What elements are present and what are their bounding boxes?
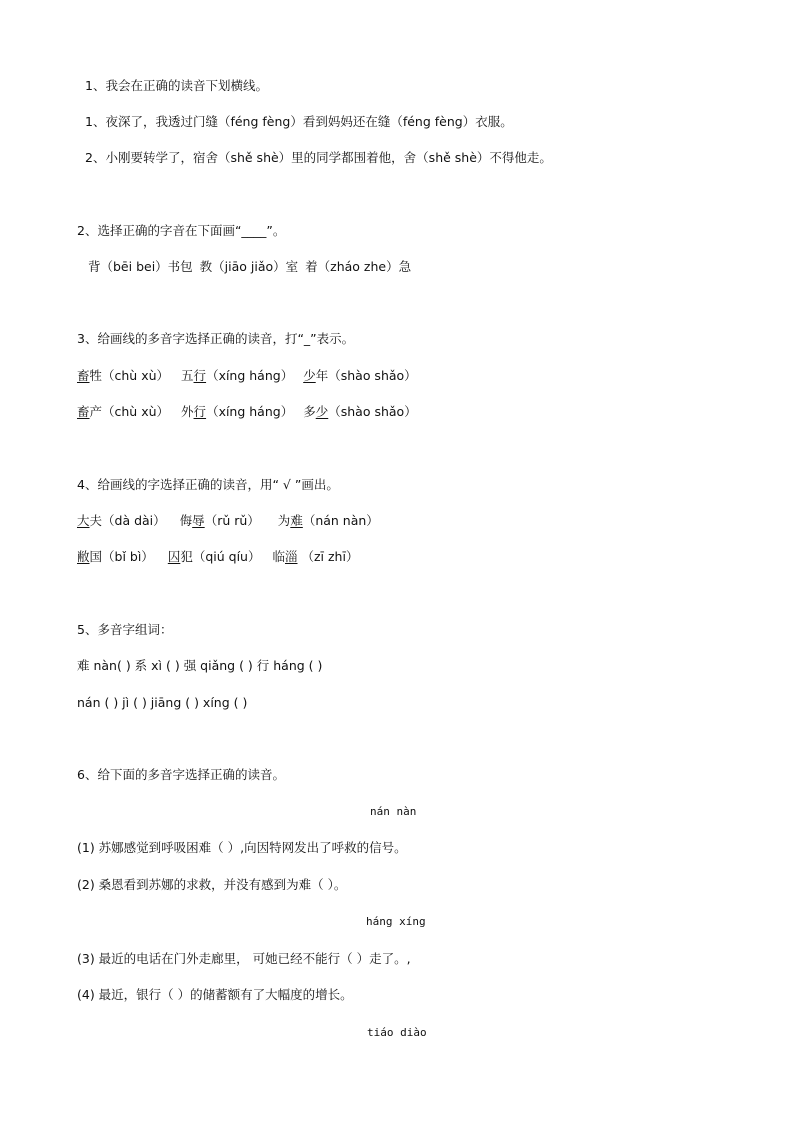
pinyin-hint-1: nán nàn — [370, 805, 417, 818]
word-item: 侮辱（rǔ rǔ） — [179, 513, 260, 528]
underlined-char: 少 — [315, 404, 329, 419]
section-1-title: 1、我会在正确的读音下划横线。 — [85, 78, 268, 93]
section-1-question-2: 2、小刚要转学了，宿舍（shě shè）里的同学都围着他，舍（shě shè）不得他走。 — [85, 150, 552, 165]
underlined-char: 难 — [290, 513, 303, 528]
section-3-row-2 — [77, 404, 417, 420]
underlined-char: 行 — [193, 368, 207, 383]
section-6-question-2: (2) 桑恩看到苏娜的求救，并没有感到为难（ ）。 — [77, 877, 347, 892]
section-2-items — [88, 259, 411, 275]
underlined-char: 少 — [303, 368, 316, 383]
word-item: 临淄 （zī zhī） — [272, 549, 359, 564]
word-item: 敝国（bǐ bì） — [77, 549, 154, 564]
underlined-char: 囚 — [167, 549, 181, 564]
word-item: 大夫（dà dài） — [77, 513, 166, 528]
word-item: 少年（shào shǎo） — [303, 368, 417, 383]
word-item: 外行（xíng háng） — [181, 404, 294, 419]
word-item: 畜产（chù xù） — [77, 404, 170, 419]
section-5-title: 5、多音字组词： — [77, 622, 173, 637]
section-6-title: 6、给下面的多音字选择正确的读音。 — [77, 767, 285, 782]
underlined-char: 淄 — [284, 549, 298, 564]
underlined-char: 大 — [77, 513, 90, 528]
section-6-question-4: (4) 最近，银行（ ）的储蓄额有了大幅度的增长。 — [77, 987, 353, 1002]
section-3-row-1 — [77, 368, 417, 384]
section-2-item: 着（zháo zhe）急 — [305, 259, 412, 274]
section-2-item: 教（jiāo jiǎo）室 — [199, 259, 299, 274]
section-4-title: 4、给画线的字选择正确的读音，用“ √ ”画出。 — [77, 477, 339, 492]
pinyin-hint-2: háng xíng — [366, 915, 426, 928]
word-item: 多少（shào shǎo） — [303, 404, 417, 419]
underlined-char: 辱 — [192, 513, 205, 528]
section-4-row-1 — [77, 513, 379, 529]
section-4-row-2 — [77, 549, 358, 565]
underlined-char: 行 — [193, 404, 207, 419]
underlined-char: 敝 — [77, 549, 90, 564]
section-2-title: 2、选择正确的字音在下面画“____”。 — [77, 223, 286, 238]
underlined-char: 畜 — [77, 368, 90, 383]
pinyin-hint-3: tiáo diào — [367, 1026, 427, 1039]
word-item: 畜牲（chù xù） — [77, 368, 170, 383]
section-6-question-1: (1) 苏娜感觉到呼吸困难（ ）,向因特网发出了呼救的信号。 — [77, 840, 407, 855]
section-2-item: 背（bēi bei）书包 — [88, 259, 193, 274]
section-6-question-3: (3) 最近的电话在门外走廊里， 可她已经不能行（ ）走了。, — [77, 951, 411, 966]
word-item: 囚犯（qiú qíu） — [167, 549, 261, 564]
word-item: 五行（xíng háng） — [181, 368, 294, 383]
word-item: 为难（nán nàn） — [277, 513, 379, 528]
underlined-char: 畜 — [77, 404, 90, 419]
section-5-line-2: nán ( ) jì ( ) jiāng ( ) xíng ( ) — [77, 695, 248, 710]
section-5-line-1: 难 nàn( ) 系 xì ( ) 强 qiǎng ( ) 行 háng ( ) — [77, 658, 323, 673]
section-1-question-1: 1、夜深了，我透过门缝（féng fèng）看到妈妈还在缝（féng fèng）衣服。 — [85, 114, 513, 129]
section-3-title: 3、给画线的多音字选择正确的读音，打“_”表示。 — [77, 331, 355, 346]
